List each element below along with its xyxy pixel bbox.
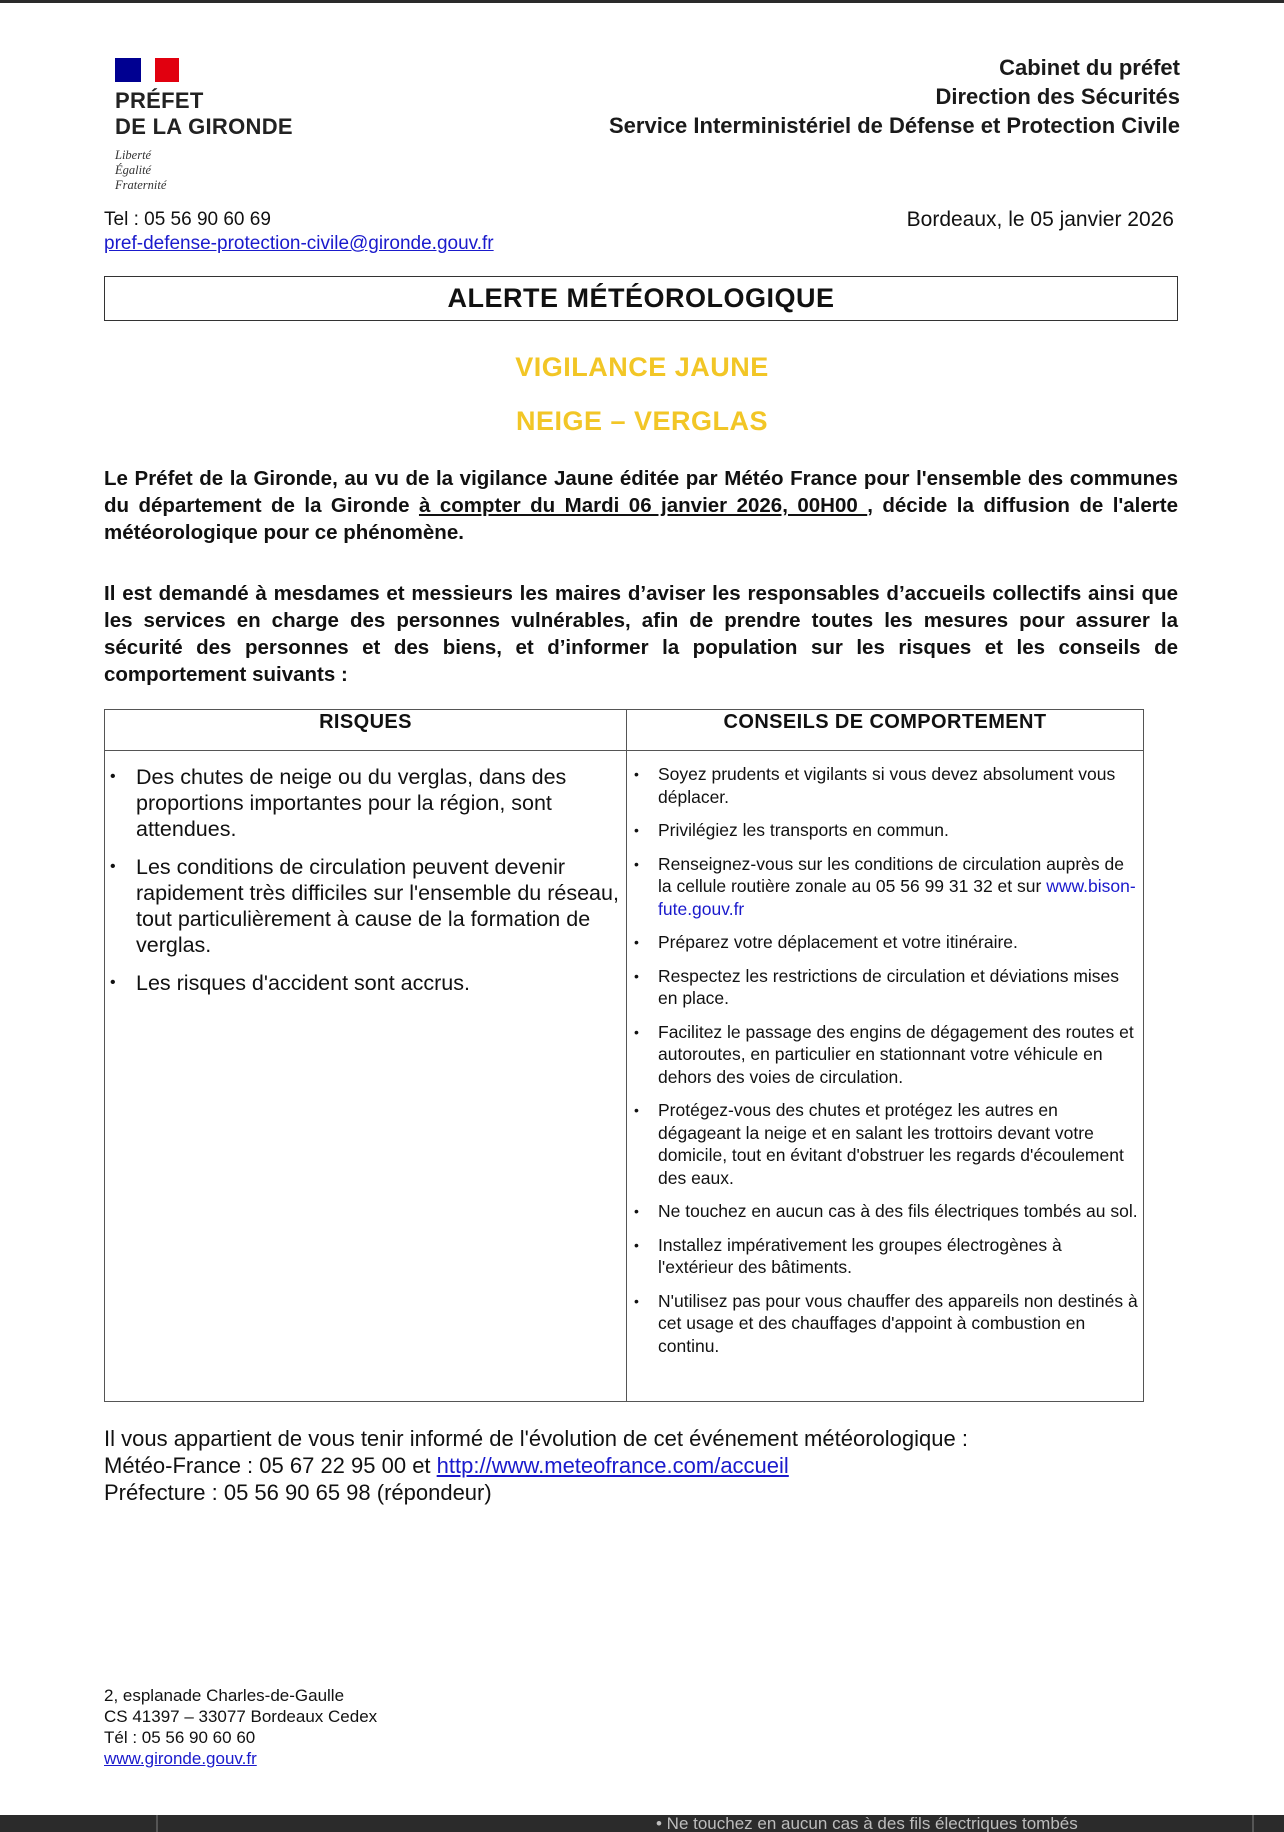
footer-website-link[interactable]: www.gironde.gouv.fr [104, 1749, 257, 1768]
devise-liberte: Liberté [115, 148, 152, 162]
vigilance-phenomenon: NEIGE – VERGLAS [515, 406, 769, 436]
page-edge-left [156, 1815, 158, 1832]
list-item: • Installez impérativement les groupes électrogènes à l'extérieur des bâtiments. [628, 1234, 1138, 1279]
vigilance-level: VIGILANCE JAUNE [515, 352, 769, 382]
list-item: • Les risques d'accident sont accrus. [106, 970, 619, 996]
conseils-list [628, 763, 1142, 1357]
list-item: • Privilégiez les transports en commun. [628, 819, 1138, 842]
logo-name [115, 88, 293, 140]
prefecture-logo [115, 58, 293, 193]
meteofrance-link[interactable]: http://www.meteofrance.com/accueil [436, 1453, 789, 1478]
devise-egalite: Égalité [115, 163, 152, 177]
logo-name-line1: PRÉFET [115, 88, 204, 113]
document-date: Bordeaux, le 05 janvier 2026 [906, 208, 1174, 231]
instructions-paragraph: Il est demandé à mesdames et messieurs les maires d’aviser les responsables d’accueils collectifs ainsi que les services en charge des personnes vulnérables, afin de prendre toutes les mesures pour assurer la sécurité des personnes et des biens, et d’informer la population sur les risques et les conseils de comportement suivants : [104, 582, 1178, 686]
next-page-preview-text: • Ne touchez en aucun cas à des fils électriques tombés [656, 1815, 1078, 1832]
page-edge-right [1252, 1815, 1254, 1832]
contact-tel: Tel : 05 56 90 60 69 [104, 209, 271, 230]
list-item: • Soyez prudents et vigilants si vous devez absolument vous déplacer. [628, 763, 1138, 808]
conseils-cell [627, 751, 1144, 1402]
footer-address [104, 1685, 377, 1769]
logo-name-line2: DE LA GIRONDE [115, 114, 293, 139]
bison-fute-link[interactable]: www.bison-fute.gouv.fr [658, 876, 1136, 919]
viewer-top-bar [0, 0, 1284, 3]
issuer-line3: Service Interministériel de Défense et Protection Civile [609, 113, 1180, 138]
footer-tel: Tél : 05 56 90 60 60 [104, 1728, 256, 1747]
list-item: • Les conditions de circulation peuvent devenir rapidement très difficiles sur l'ensemble du réseau, tout particulièrement à cause de la formation de verglas. [106, 854, 619, 958]
viewer-bottom-bar [0, 1815, 1284, 1832]
information-block [104, 1425, 968, 1506]
contact-block [104, 208, 494, 256]
info-prefecture-phone: Préfecture : 05 56 90 65 98 (répondeur) [104, 1480, 492, 1505]
logo-devise [115, 148, 293, 193]
footer-address-line2: CS 41397 – 33077 Bordeaux Cedex [104, 1707, 378, 1726]
footer-address-line1: 2, esplanade Charles-de-Gaulle [104, 1686, 345, 1705]
issuer-line1: Cabinet du préfet [999, 55, 1180, 80]
info-intro: Il vous appartient de vous tenir informé de l'évolution de cet événement météorologique : [104, 1426, 968, 1451]
risques-list [106, 764, 625, 996]
info-meteo-phone: Météo-France : 05 67 22 95 00 et [104, 1453, 437, 1478]
marianne-flag-icon [115, 58, 179, 82]
list-item: • Protégez-vous des chutes et protégez les autres en dégageant la neige et en salant les trottoirs devant votre domicile, tout en évitant d'obstruer les regards d'écoulement des eaux. [628, 1099, 1138, 1189]
issuer-block [609, 53, 1180, 140]
column-header-conseils: CONSEILS DE COMPORTEMENT [627, 710, 1144, 751]
risks-advice-table [104, 709, 1144, 1402]
contact-email-link[interactable]: pref-defense-protection-civile@gironde.gouv.fr [104, 233, 494, 254]
list-item [628, 853, 1138, 921]
alert-title: ALERTE MÉTÉOROLOGIQUE [104, 276, 1178, 321]
list-item: • Préparez votre déplacement et votre itinéraire. [628, 931, 1138, 954]
list-item: • Des chutes de neige ou du verglas, dans des proportions importantes pour la région, sont attendues. [106, 764, 619, 842]
decision-date-underlined: à compter du Mardi 06 janvier 2026, 00H00 [418, 494, 868, 517]
list-item: • Facilitez le passage des engins de dégagement des routes et autoroutes, en particulier en stationnant votre véhicule en dehors des voies de circulation. [628, 1021, 1138, 1089]
list-item: • Respectez les restrictions de circulation et déviations mises en place. [628, 965, 1138, 1010]
decision-text-end: , décide la diffusion de l'alerte météorologique pour ce phénomène. [104, 494, 1178, 544]
issuer-line2: Direction des Sécurités [935, 84, 1180, 109]
conseil-renseignez-text: Renseignez-vous sur les conditions de circulation auprès de la cellule routière zonale au 05 56 99 31 32 et sur [658, 853, 1124, 896]
risques-cell [105, 751, 627, 1402]
info-meteo [104, 1452, 968, 1479]
list-item: • N'utilisez pas pour vous chauffer des appareils non destinés à cet usage et des chauffages d'appoint à combustion en continu. [628, 1290, 1138, 1358]
decision-paragraph [104, 465, 1178, 546]
column-header-risques: RISQUES [105, 710, 627, 751]
decision-text-start: Le Préfet de la Gironde, au vu de la vigilance Jaune éditée par Météo France pour l'ensemble des communes du département de la Gironde [104, 467, 1178, 517]
list-item: • Ne touchez en aucun cas à des fils électriques tombés au sol. [628, 1200, 1138, 1223]
devise-fraternite: Fraternité [115, 178, 167, 192]
